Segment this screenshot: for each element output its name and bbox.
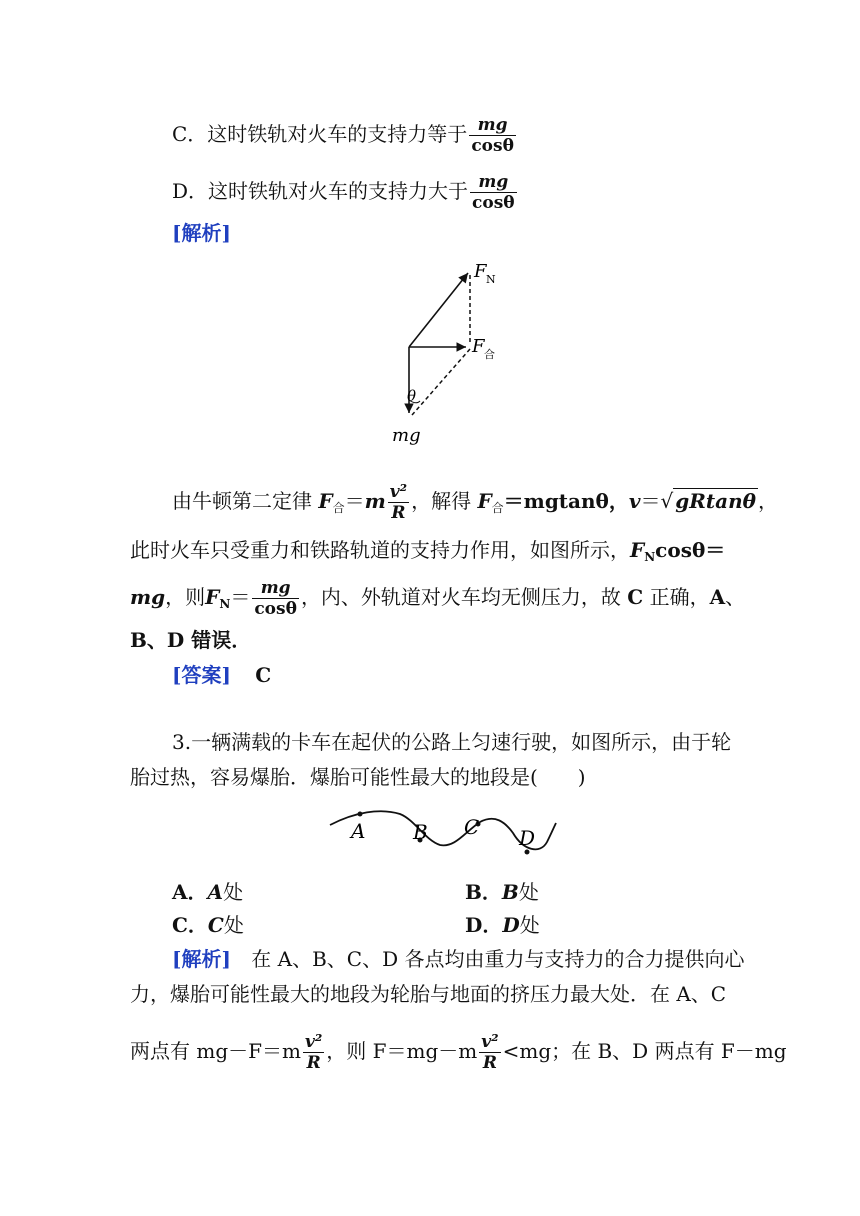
road-diagram bbox=[325, 800, 565, 865]
analysis1-line4: B、D 错误． bbox=[130, 628, 252, 652]
analysis-label: [解析] bbox=[172, 947, 231, 971]
mg-label: mg bbox=[392, 425, 421, 446]
fn-label-sub: N bbox=[486, 273, 496, 286]
fn-label: F bbox=[474, 261, 487, 282]
fraction-mg-over-cos: $\frac{mg}{\cos\theta}$ bbox=[471, 115, 514, 156]
fraction-v2-over-r: $\frac{\text{v²}}{R}$ bbox=[481, 1032, 499, 1073]
analysis2-line3: 两点有 mg－F＝m $\frac{\text{v²}}{R}$ ，则 F＝mg－m $\frac{\text{v²}}{R}$ <mg；在 B、D 两点有 F－mg bbox=[130, 1032, 787, 1073]
option-d-choice[interactable]: D．D处 bbox=[465, 913, 540, 937]
fraction-v2-over-r: $\frac{\text{v²}}{R}$ bbox=[304, 1032, 323, 1073]
analysis1-line1: 由牛顿第二定律 $F_合=m$ $\frac{\text{v²}}{R}$ ，解得 $F_合=mgtan\theta$，v＝√ gRtanθ ， bbox=[172, 482, 778, 523]
option-c-text: C．这时铁轨对火车的支持力等于 bbox=[172, 122, 468, 146]
road-label-d: D bbox=[519, 826, 536, 850]
fraction-mg-over-cos: $\frac{mg}{\cos\theta}$ bbox=[472, 172, 515, 213]
answer-value: C bbox=[255, 663, 272, 687]
dashed-diagonal bbox=[412, 349, 470, 415]
force-diagram bbox=[380, 255, 520, 455]
answer-label: [答案] bbox=[172, 663, 231, 687]
answer-line bbox=[172, 660, 271, 690]
option-c bbox=[172, 115, 518, 156]
q3-line1: 3.一辆满载的卡车在起伏的公路上匀速行驶，如图所示，由于轮 bbox=[172, 730, 732, 754]
road-label-c: C bbox=[464, 815, 480, 839]
road-label-b: B bbox=[413, 820, 428, 844]
analysis1-line2: 此时火车只受重力和铁路轨道的支持力作用，如图所示，$F_N\cos\theta=$ bbox=[130, 538, 726, 564]
option-c-choice[interactable]: C．C处 bbox=[172, 913, 244, 937]
option-d bbox=[172, 172, 519, 213]
option-d-text: D．这时铁轨对火车的支持力大于 bbox=[172, 179, 469, 203]
option-a[interactable]: A．A处 bbox=[172, 880, 244, 904]
option-b[interactable]: B．B处 bbox=[465, 880, 539, 904]
q3-line2: 胎过热，容易爆胎．爆胎可能性最大的地段是( ) bbox=[130, 765, 586, 789]
fraction-mg-over-cos: $\frac{mg}{\cos\theta}$ bbox=[254, 578, 297, 619]
analysis2-line1: [解析] 在 A、B、C、D 各点均由重力与支持力的合力提供向心 bbox=[172, 947, 745, 971]
analysis-label: [解析] bbox=[172, 221, 231, 245]
fhe-label-sub: 合 bbox=[484, 348, 495, 361]
road-label-a: A bbox=[351, 819, 366, 843]
fraction-v2-over-r: $\frac{\text{v²}}{R}$ bbox=[389, 482, 408, 523]
analysis2-line2: 力，爆胎可能性最大的地段为轮胎与地面的挤压力最大处．在 A、C bbox=[130, 982, 727, 1006]
sqrt-symbol: √ bbox=[660, 489, 674, 513]
fhe-label: F bbox=[472, 336, 485, 357]
theta-label: θ bbox=[407, 387, 417, 405]
fn-arrow bbox=[409, 273, 468, 347]
analysis1-line3: mg，则$F_N=$ $\frac{mg}{\cos\theta}$ ，内、外轨道对火车均无侧压力，故 C 正确，A、 bbox=[130, 578, 746, 619]
